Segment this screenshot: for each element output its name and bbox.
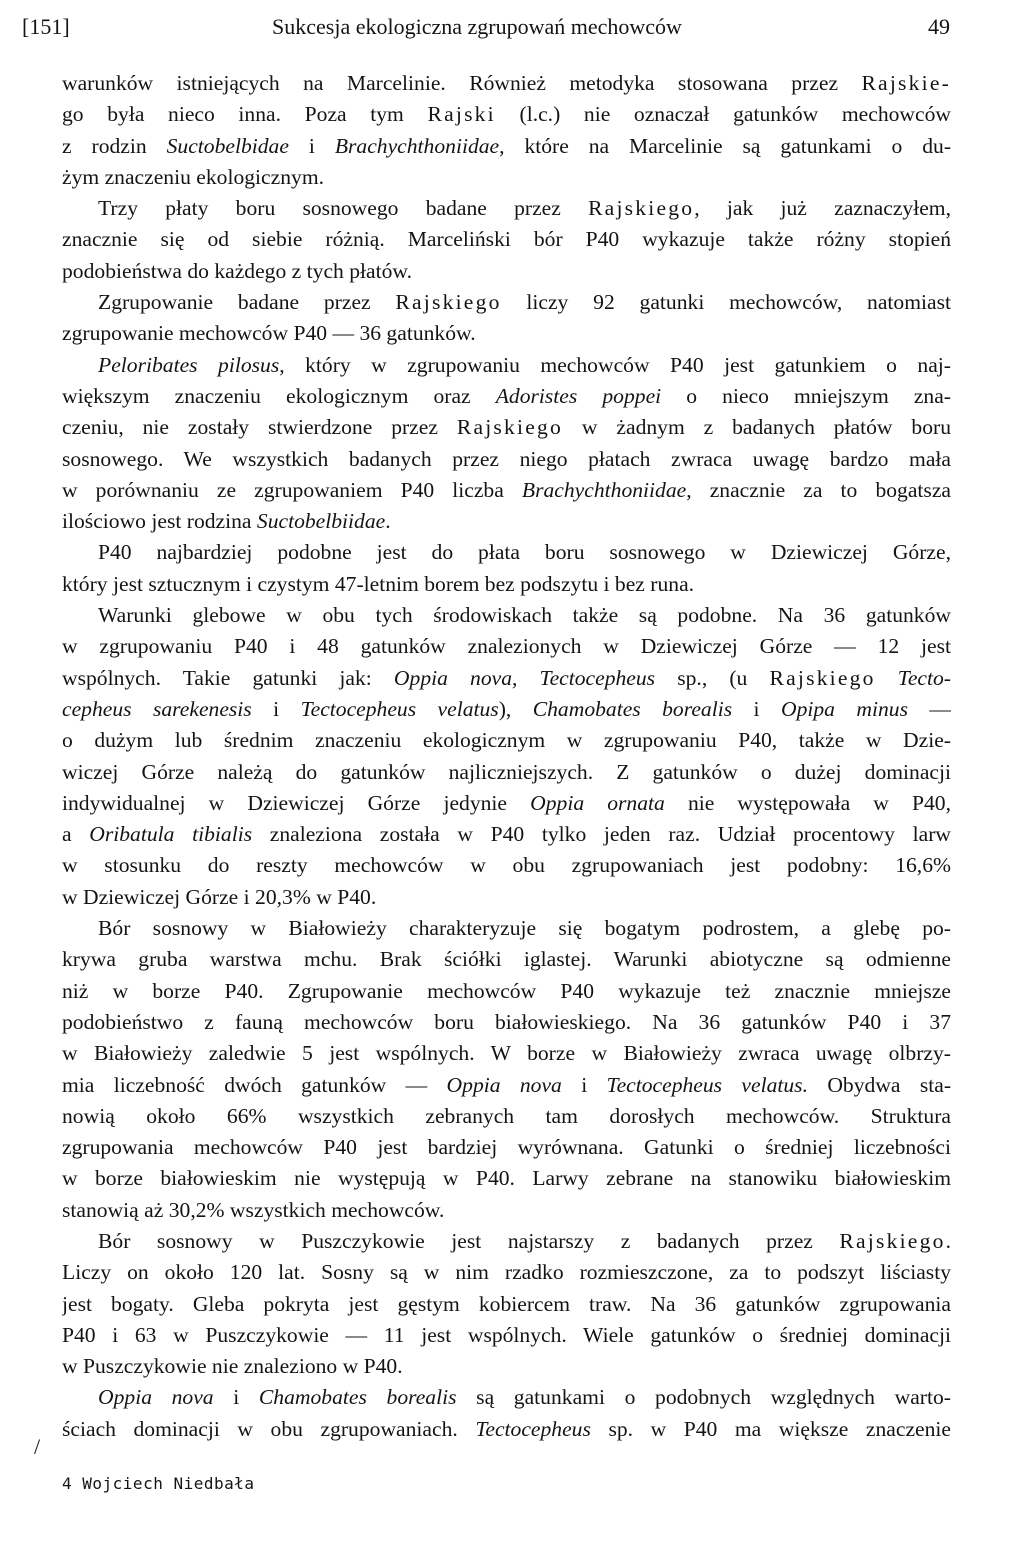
text-line: Peloribates pilosus, który w zgrupowaniu mechowców P40 jest gatunkiem o naj- [98,352,951,377]
text-line: wspólnych. Takie gatunki jak: Oppia nova, Tectocepheus sp., (u Rajskiego Tecto- [62,665,951,690]
text-line: w porównaniu ze zgrupowaniem P40 liczba Brachychthoniidae, znacznie za to bogatsza [62,477,951,502]
margin-mark: / [34,1434,41,1459]
text-line: P40 najbardziej podobne jest do płata boru sosnowego w Dziewiczej Górze, [98,540,951,565]
text-line: nowią około 66% wszystkich zebranych tam dorosłych mechowców. Struktura [62,1103,951,1128]
text-line: zgrupowanie mechowców P40 — 36 gatunków. [62,321,476,346]
text-line: a Oribatula tibialis znaleziona została w P40 tylko jeden raz. Udział procentowy larw [62,822,951,847]
text-line: jest bogaty. Gleba pokryta jest gęstym kobiercem traw. Na 36 gatunków zgrupowania [62,1291,951,1316]
text-line: krywa gruba warstwa mchu. Brak ściółki iglastej. Warunki abiotyczne są odmienne [62,947,951,972]
text-line: w stosunku do reszty mechowców w obu zgrupowaniach jest podobny: 16,6% [62,853,951,878]
page-number: 49 [928,14,950,39]
text-line: Trzy płaty boru sosnowego badane przez Rajskiego, jak już zaznaczyłem, [98,196,951,221]
text-line: wiczej Górze należą do gatunków najliczniejszych. Z gatunków o dużej dominacji [62,759,951,784]
text-line: indywidualnej w Dziewiczej Górze jedynie Oppia ornata nie występowała w P40, [62,790,951,815]
running-header [22,10,950,44]
text-line: ściach dominacji w obu zgrupowaniach. Tectocepheus sp. w P40 ma większe znaczenie [62,1416,951,1441]
section-number: [151] [22,14,70,39]
text-line: Oppia nova i Chamobates borealis są gatunkami o podobnych względnych warto- [98,1385,951,1410]
text-line: w Białowieży zaledwie 5 jest wspólnych. W borze w Białowieży zwraca uwagę olbrzy- [62,1041,951,1066]
text-line: Bór sosnowy w Białowieży charakteryzuje się bogatym podrostem, a glebę po- [98,916,951,941]
text-line: o dużym lub średnim znaczeniu ekologicznym w zgrupowaniu P40, także w Dzie- [62,728,951,753]
text-line: sosnowego. We wszystkich badanych przez niego płatach zwraca uwagę bardzo mała [62,446,951,471]
text-line: Zgrupowanie badane przez Rajskiego liczy 92 gatunki mechowców, natomiast [98,290,951,315]
running-title: Sukcesja ekologiczna zgrupowań mechowców [272,14,682,39]
text-line: który jest sztucznym i czystym 47-letnim borem bez podszytu i bez runa. [62,571,695,596]
text-line: w borze białowieskim nie występują w P40. Larwy zebrane na stanowiku białowieskim [62,1166,951,1191]
text-line: w zgrupowaniu P40 i 48 gatunków znalezionych w Dziewiczej Górze — 12 jest [62,634,951,659]
footer-signature: 4 Wojciech Niedbała [62,1474,255,1493]
text-line: podobieństwo z fauną mechowców boru białowieskiego. Na 36 gatunków P40 i 37 [62,1009,951,1034]
text-line: Liczy on około 120 lat. Sosny są w nim rzadko rozmieszczone, za to podszyt liściasty [62,1260,951,1285]
text-line: znacznie się od siebie różnią. Marceliński bór P40 wykazuje także różny stopień [62,227,951,252]
text-line: z rodzin Suctobelbidae i Brachychthoniidae, które na Marcelinie są gatunkami o du- [62,133,951,158]
text-line: Bór sosnowy w Puszczykowie jest najstarszy z badanych przez Rajskiego. [98,1228,951,1253]
text-line: niż w borze P40. Zgrupowanie mechowców P40 wykazuje też znacznie mniejsze [62,978,951,1003]
text-line: cepheus sarekenesis i Tectocepheus velatus), Chamobates borealis i Opipa minus — [62,696,951,721]
text-line: w Puszczykowie nie znaleziono w P40. [62,1354,403,1379]
text-line: ilościowo jest rodzina Suctobelbiidae. [62,509,391,534]
text-line: go była nieco inna. Poza tym Rajski (l.c.) nie oznaczał gatunków mechowców [62,102,951,127]
text-line: warunków istniejących na Marcelinie. Również metodyka stosowana przez Rajskie- [62,71,951,95]
text-line: Warunki glebowe w obu tych środowiskach także są podobne. Na 36 gatunków [98,603,951,628]
text-line: podobieństwa do każdego z tych płatów. [62,258,413,283]
text-line: w Dziewiczej Górze i 20,3% w P40. [62,884,377,909]
text-line: mia liczebność dwóch gatunków — Oppia nova i Tectocepheus velatus. Obydwa sta- [62,1072,951,1097]
text-line: P40 i 63 w Puszczykowie — 11 jest wspólnych. Wiele gatunków o średniej dominacji [62,1322,951,1347]
text-line: żym znaczeniu ekologicznym. [62,164,325,189]
text-line: większym znaczeniu ekologicznym oraz Adoristes poppei o nieco mniejszym zna- [62,383,951,408]
text-line: zgrupowania mechowców P40 jest bardziej wyrównana. Gatunki o średniej liczebności [62,1135,951,1160]
text-line: stanowią aż 30,2% wszystkich mechowców. [62,1197,445,1222]
text-line: czeniu, nie zostały stwierdzone przez Rajskiego w żadnym z badanych płatów boru [62,415,951,440]
body-text [62,68,951,1445]
